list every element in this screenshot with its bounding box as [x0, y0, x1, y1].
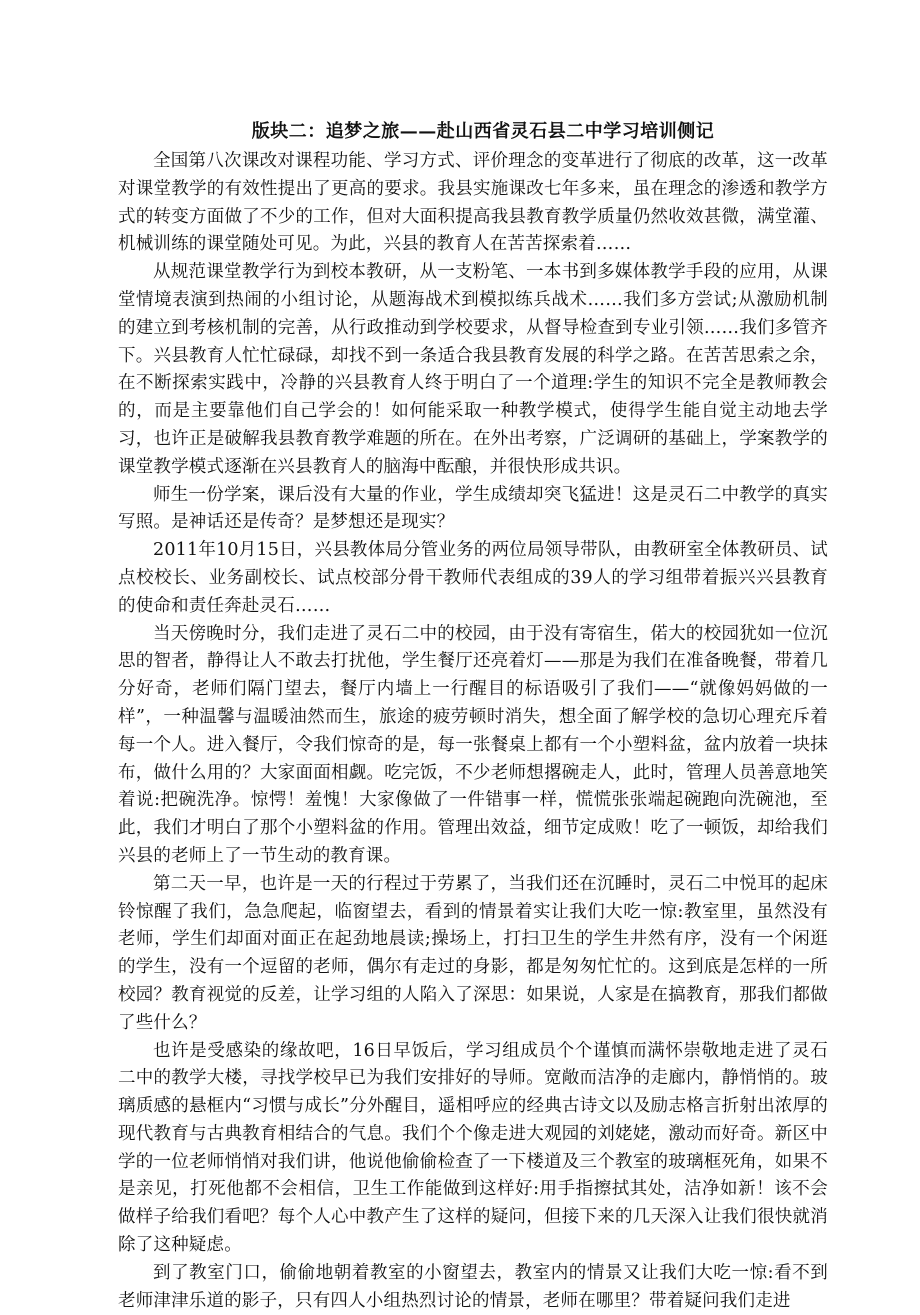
paragraph-exploration: 从规范课堂教学行为到校本教研，从一支粉笔、一本书到多媒体教学手段的应用，从课堂情境表演到热闹的小组讨论，从题海战术到模拟练兵战术……我们多方尝试;从激励机制的建立到考核机制的完善，从行政推动到学校要求，从督导检查到专业引领……我们多管齐下。兴县教育人忙忙碌碌，却找不到一条适合我县教育发展的科学之路。在苦苦思索之余，在不断探索实践中，冷静的兴县教育人终于明白了一个道理:学生的知识不完全是教师教会的，而是主要靠他们自己学会的！如何能采取一种教学模式，使得学生能自觉主动地去学习，也许正是破解我县教育教学难题的所在。在外出考察，广泛调研的基础上，学案教学的课堂教学模式逐渐在兴县教育人的脑海中酝酿，并很快形成共识。 [118, 262, 828, 477]
paragraph-intro: 全国第八次课改对课程功能、学习方式、评价理念的变革进行了彻底的改革，这一改革对课堂教学的有效性提出了更高的要求。我县实施课改七年多来，虽在理念的渗透和教学方式的转变方面做了不少的工作，但对大面积提高我县教育教学质量仍然收效甚微，满堂灌、机械训练的课堂随处可见。为此，兴县的教育人在苦苦探索着…… [118, 151, 828, 255]
paragraph-next-morning: 第二天一早，也许是一天的行程过于劳累了，当我们还在沉睡时，灵石二中悦耳的起床铃惊醒了我们，急急爬起，临窗望去，看到的情景着实让我们大吃一惊:教室里，虽然没有老师，学生们却面对面正在起劲地晨读;操场上，打扫卫生的学生井然有序，没有一个闲逛的学生，没有一个逗留的老师，偶尔有走过的身影，都是匆匆忙忙的。这到底是怎样的一所校园？教育视觉的反差，让学习组的人陷入了深思：如果说，人家是在搞教育，那我们都做了些什么？ [118, 873, 828, 1033]
paragraph-miracle: 师生一份学案，课后没有大量的作业，学生成绩却突飞猛进！这是灵石二中教学的真实写照。是神话还是传奇？是梦想还是现实？ [118, 484, 828, 533]
document-title: 版块二：追梦之旅——赴山西省灵石县二中学习培训侧记 [251, 121, 715, 142]
paragraph-classroom-door: 到了教室门口，偷偷地朝着教室的小窗望去，教室内的情景又让我们大吃一惊:看不到老师津津乐道的影子，只有四人小组热烈讨论的情景，老师在哪里？带着疑问我们走进 [118, 1262, 828, 1311]
paragraph-trip-date: 2011年10月15日，兴县教体局分管业务的两位局领导带队，由教研室全体教研员、试点校校长、业务副校长、试点校部分骨干教师代表组成的39人的学习组带着振兴兴县教育的使命和责任奔赴灵石…… [118, 540, 828, 616]
paragraph-dining-hall: 当天傍晚时分，我们走进了灵石二中的校园，由于没有寄宿生，偌大的校园犹如一位沉思的智者，静得让人不敢去打扰他，学生餐厅还亮着灯——那是为我们在准备晚餐，带着几分好奇，老师们隔门望去，餐厅内墙上一行醒目的标语吸引了我们——“就像妈妈做的一样”，一种温馨与温暖油然而生，旅途的疲劳顿时消失，想全面了解学校的急切心理充斥着每一个人。进入餐厅，令我们惊奇的是，每一张餐桌上都有一个小塑料盆，盆内放着一块抹布，做什么用的？大家面面相觑。吃完饭，不少老师想撂碗走人，此时，管理人员善意地笑着说:把碗洗净。惊愕！羞愧！大家像做了一件错事一样，慌慌张张端起碗跑向洗碗池，至此，我们才明白了那个小塑料盆的作用。管理出效益，细节定成败！吃了一顿饭，却给我们兴县的老师上了一节生动的教育课。 [118, 623, 828, 866]
paragraph-teaching-building: 也许是受感染的缘故吧，16日早饭后，学习组成员个个谨慎而满怀崇敬地走进了灵石二中的教学大楼，寻找学校早已为我们安排好的导师。宽敞而洁净的走廊内，静悄悄的。玻璃质感的悬框内“习惯与成长”分外醒目，遥相呼应的经典古诗文以及励志格言折射出浓厚的现代教育与古典教育相结合的气息。我们个个像走进大观园的刘姥姥，激动而好奇。新区中学的一位老师悄悄对我们讲，他说他偷偷检查了一下楼道及三个教室的玻璃框死角，如果不是亲见，打死他都不会相信，卫生工作能做到这样好:用手指擦拭其处，洁净如新！该不会做样子给我们看吧？每个人心中教产生了这样的疑问，但接下来的几天深入让我们很快就消除了这种疑虑。 [118, 1040, 828, 1256]
